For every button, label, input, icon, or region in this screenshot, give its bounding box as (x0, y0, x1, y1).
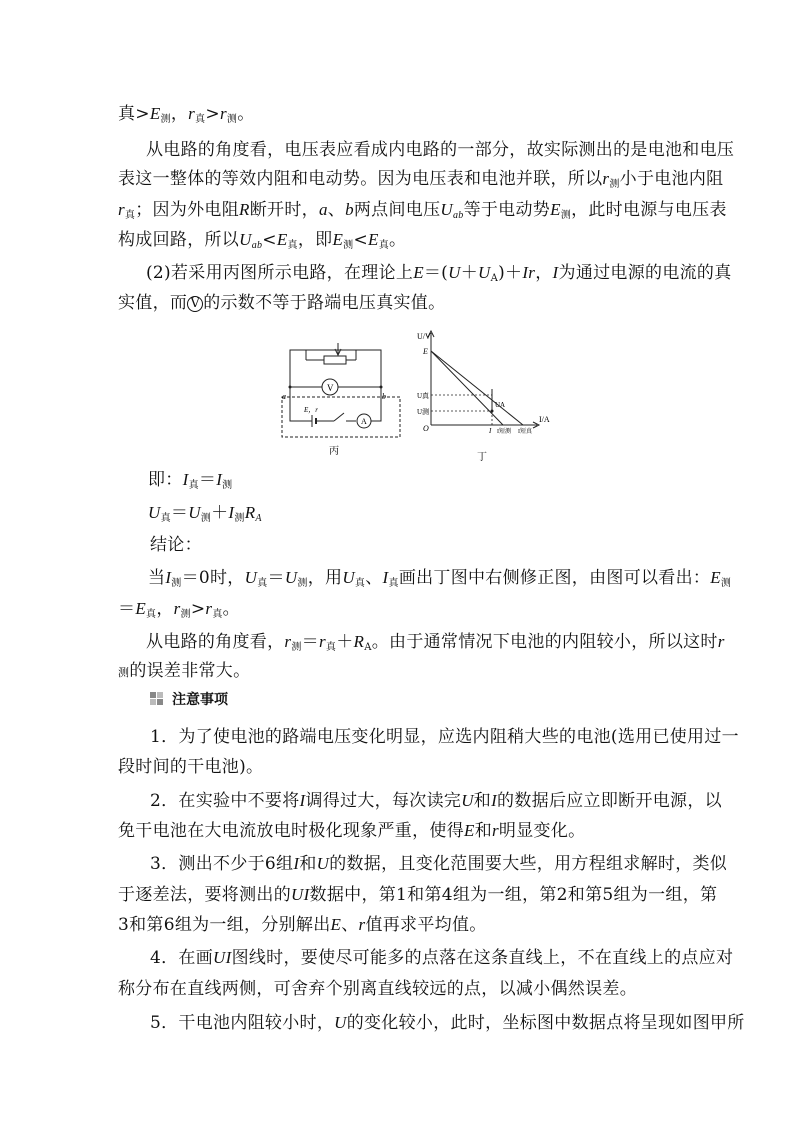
svg-text:I短真: I短真 (518, 429, 532, 435)
svg-text:E，r: E，r (304, 406, 318, 414)
paragraph-line: 实值，而 V 的示数不等于路端电压真实值。 (118, 293, 446, 313)
svg-text:丁: 丁 (477, 452, 487, 463)
note-line: 3．测出不少于6组I和U的数据，且变化范围要大些，用方程组求解时，类似 (150, 854, 728, 874)
svg-text:I: I (489, 427, 492, 435)
rheostat (324, 356, 346, 364)
svg-text:U真: U真 (417, 392, 430, 400)
svg-text:A: A (361, 417, 367, 426)
paragraph-line: 当$I_测=0$时，$U_真=U_测$，用$U_真$、$I_真$画出丁图中右侧修正图，由图可以看出：$E_测$ (148, 568, 732, 589)
paragraph-line: $U_真=U_测+I_测R_A$ (148, 503, 262, 524)
paragraph-line: $=E_真$，$r_测>r_真$。 (118, 599, 240, 620)
paragraph-line: 结论： (150, 535, 202, 555)
paragraph-line: 真$>E_测$，$r_真>r_测$。 (118, 104, 255, 125)
svg-text:UA: UA (495, 401, 506, 409)
svg-text:a: a (282, 392, 286, 401)
svg-text:I/A: I/A (539, 415, 550, 424)
paragraph-line: 表这一整体的等效内阻和电动势。因为电压表和电池并联，所以$r_测$小于电池内阻 (118, 169, 724, 190)
note-line: 1．为了使电池的路端电压变化明显，应选内阻稍大些的电池(选用已使用过一 (150, 727, 739, 747)
section-heading-text: 注意事项 (172, 692, 228, 708)
circuit-diagram-bing (276, 335, 406, 460)
paragraph-line: 即：$I_真=I_测$ (148, 470, 233, 491)
note-line: 称分布在直线两侧，可舍弃个别离直线较远的点，以减小偶然误差。 (118, 979, 637, 999)
svg-text:b: b (382, 392, 386, 401)
note-line: 4．在画UI图线时，要使尽可能多的点落在这条直线上，不在直线上的点应对 (150, 948, 734, 968)
paragraph-line: $r_真$；因为外电阻R断开时，a、b两点间电压$U_{ab}$等于电动势$E_测$，此时电源与电压表 (118, 200, 727, 221)
paragraph-line: 构成回路，所以$U_{ab}<E_真$，即$E_测<E_真$。 (118, 230, 407, 251)
svg-text:O: O (423, 424, 429, 433)
section-heading (150, 689, 228, 709)
svg-text:V: V (327, 383, 334, 393)
paragraph-line: 从电路的角度看，$r_测=r_真+R_A$。由于通常情况下电池的内阻较小，所以这时r (146, 632, 725, 653)
note-line: 段时间的干电池)。 (118, 757, 264, 777)
svg-text:I短测: I短测 (497, 429, 511, 435)
svg-text:丙: 丙 (329, 446, 339, 457)
note-line: 3和第6组为一组，分别解出E、r值再求平均值。 (118, 915, 487, 935)
paragraph-line: 测的误差非常大。 (118, 661, 251, 681)
section-marker-icon (150, 692, 166, 706)
note-line: 免干电池在大电流放电时极化现象严重，使得E和r明显变化。 (118, 821, 586, 841)
graph-diagram-ding (415, 325, 555, 465)
note-line: 5．干电池内阻较小时，U的变化较小，此时，坐标图中数据点将呈现如图甲所 (150, 1013, 745, 1033)
svg-text:U测: U测 (417, 408, 430, 416)
svg-text:U/V: U/V (417, 332, 431, 341)
svg-text:E: E (423, 347, 428, 356)
paragraph-line: (2)若采用丙图所示电路，在理论上$E=(U+U_A)+Ir$，I为通过电源的电流的真 (146, 263, 732, 284)
note-line: 于逐差法，要将测出的UI数据中，第1和第4组为一组，第2和第5组为一组，第 (118, 885, 718, 905)
note-line: 2．在实验中不要将I调得过大，每次读完U和I的数据后应立即断开电源，以 (150, 791, 722, 811)
paragraph-line: 从电路的角度看，电压表应看成内电路的一部分，故实际测出的是电池和电压 (146, 140, 735, 160)
